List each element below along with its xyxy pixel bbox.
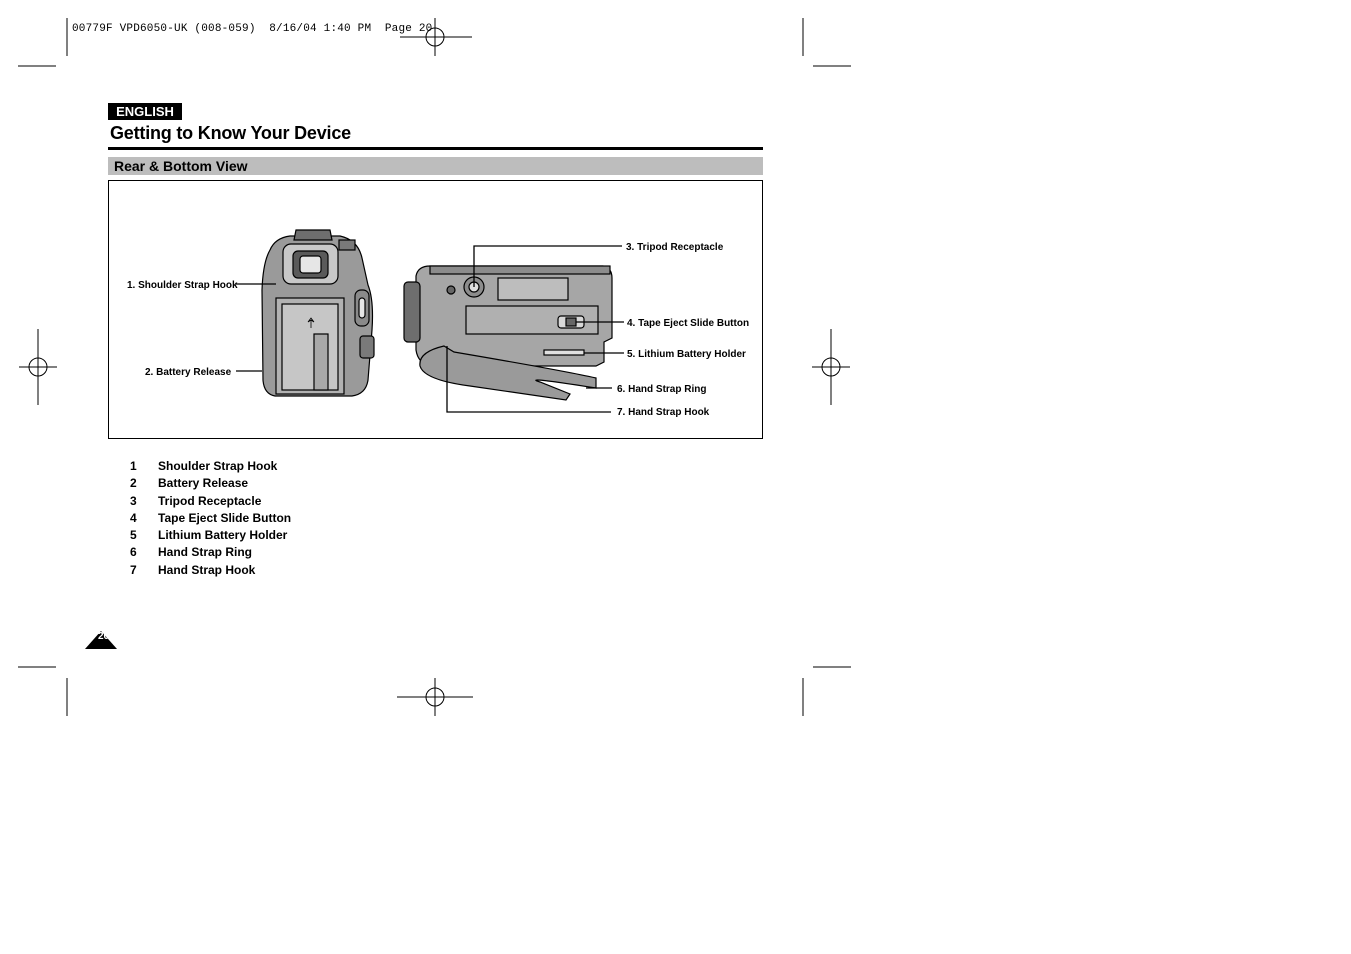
registration-mark-bottom — [397, 678, 473, 716]
legend-label: Shoulder Strap Hook — [158, 459, 278, 473]
callout-lithium-battery-holder: 5. Lithium Battery Holder — [627, 349, 746, 360]
page-number: 20 — [98, 631, 110, 642]
registration-mark-right — [812, 329, 850, 405]
legend-number: 2 — [130, 476, 137, 491]
language-badge: ENGLISH — [108, 103, 182, 120]
figure-frame — [108, 180, 763, 439]
legend-label: Hand Strap Ring — [158, 545, 253, 560]
callout-battery-release: 2. Battery Release — [145, 367, 232, 378]
callout-shoulder-strap-hook: 1. Shoulder Strap Hook — [127, 280, 238, 291]
legend-label: Hand Strap Hook — [158, 562, 256, 577]
print-slug: 00779F VPD6050-UK (008-059) 8/16/04 1:40 PM Page 20 — [72, 23, 433, 35]
legend-number: 6 — [130, 545, 137, 560]
callout-tape-eject-slide-button: 4. Tape Eject Slide Button — [627, 318, 750, 329]
callout-tripod-receptacle: 3. Tripod Receptacle — [626, 242, 724, 253]
legend-number: 7 — [130, 562, 137, 577]
legend-number: 4 — [130, 510, 137, 525]
legend-number: 3 — [130, 493, 137, 508]
registration-mark-left — [19, 329, 57, 405]
title-rule — [108, 147, 763, 150]
legend-number: 1 — [130, 459, 137, 473]
section-title: Rear & Bottom View — [114, 158, 248, 174]
page-title: Getting to Know Your Device — [110, 123, 351, 143]
legend-label: Lithium Battery Holder — [158, 528, 288, 543]
callout-hand-strap-ring: 6. Hand Strap Ring — [617, 384, 707, 395]
legend-label: Battery Release — [158, 476, 249, 491]
legend-label: Tape Eject Slide Button — [158, 510, 292, 525]
legend-number: 5 — [130, 528, 137, 543]
callout-hand-strap-hook: 7. Hand Strap Hook — [617, 407, 710, 418]
legend-label: Tripod Receptacle — [158, 493, 262, 508]
